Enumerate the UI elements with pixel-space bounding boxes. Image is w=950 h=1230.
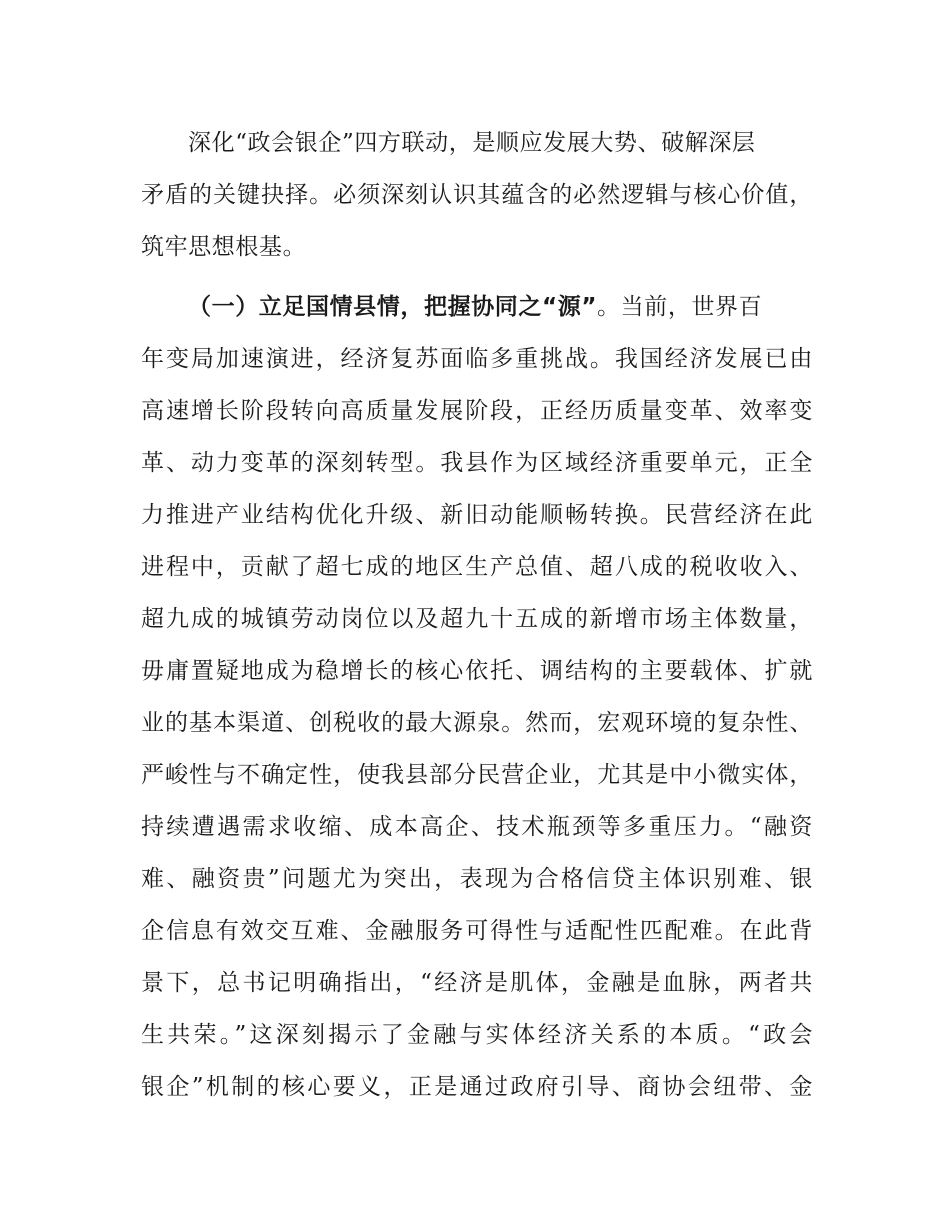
paragraph-line: 景下，总书记明确指出，“经济是肌体，金融是血脉，两者共	[141, 970, 813, 996]
paragraph-line: 年变局加速演进，经济复苏面临多重挑战。我国经济发展已由	[141, 346, 813, 372]
paragraph-line: 严峻性与不确定性，使我县部分民营企业，尤其是中小微实体，	[141, 762, 813, 788]
paragraph-first-line	[188, 292, 762, 322]
paragraph-line: 企信息有效交互难、金融服务可得性与适配性匹配难。在此背	[141, 918, 813, 944]
paragraph-line: 深化“政会银企”四方联动，是顺应发展大势、破解深层	[188, 130, 756, 156]
paragraph-line: 进程中，贡献了超七成的地区生产总值、超八成的税收收入、	[141, 554, 813, 580]
paragraph-line: 超九成的城镇劳动岗位以及超九十五成的新增市场主体数量，	[141, 606, 813, 632]
paragraph-line: 银企”机制的核心要义，正是通过政府引导、商协会纽带、金	[141, 1074, 813, 1100]
paragraph-line: 毋庸置疑地成为稳增长的核心依托、调结构的主要载体、扩就	[141, 658, 813, 684]
section-heading: （一）立足国情县情，把握协同之“源”	[188, 294, 598, 320]
paragraph-line: 革、动力变革的深刻转型。我县作为区域经济重要单元，正全	[141, 450, 813, 476]
paragraph-line: 生共荣。”这深刻揭示了金融与实体经济关系的本质。“政会	[141, 1022, 813, 1048]
paragraph-line: 矛盾的关键抉择。必须深刻认识其蕴含的必然逻辑与核心价值，	[141, 182, 813, 208]
paragraph-line: 力推进产业结构优化升级、新旧动能顺畅转换。民营经济在此	[141, 502, 813, 528]
paragraph-line: 筑牢思想根基。	[141, 234, 307, 260]
paragraph-line: 难、融资贵”问题尤为突出，表现为合格信贷主体识别难、银	[141, 866, 813, 892]
paragraph-line: 业的基本渠道、创税收的最大源泉。然而，宏观环境的复杂性、	[141, 710, 813, 736]
paragraph-line: 高速增长阶段转向高质量发展阶段，正经历质量变革、效率变	[141, 398, 813, 424]
paragraph-line: 持续遭遇需求收缩、成本高企、技术瓶颈等多重压力。“融资	[141, 814, 813, 840]
section-first-line-text: 。当前，世界百	[597, 294, 763, 320]
